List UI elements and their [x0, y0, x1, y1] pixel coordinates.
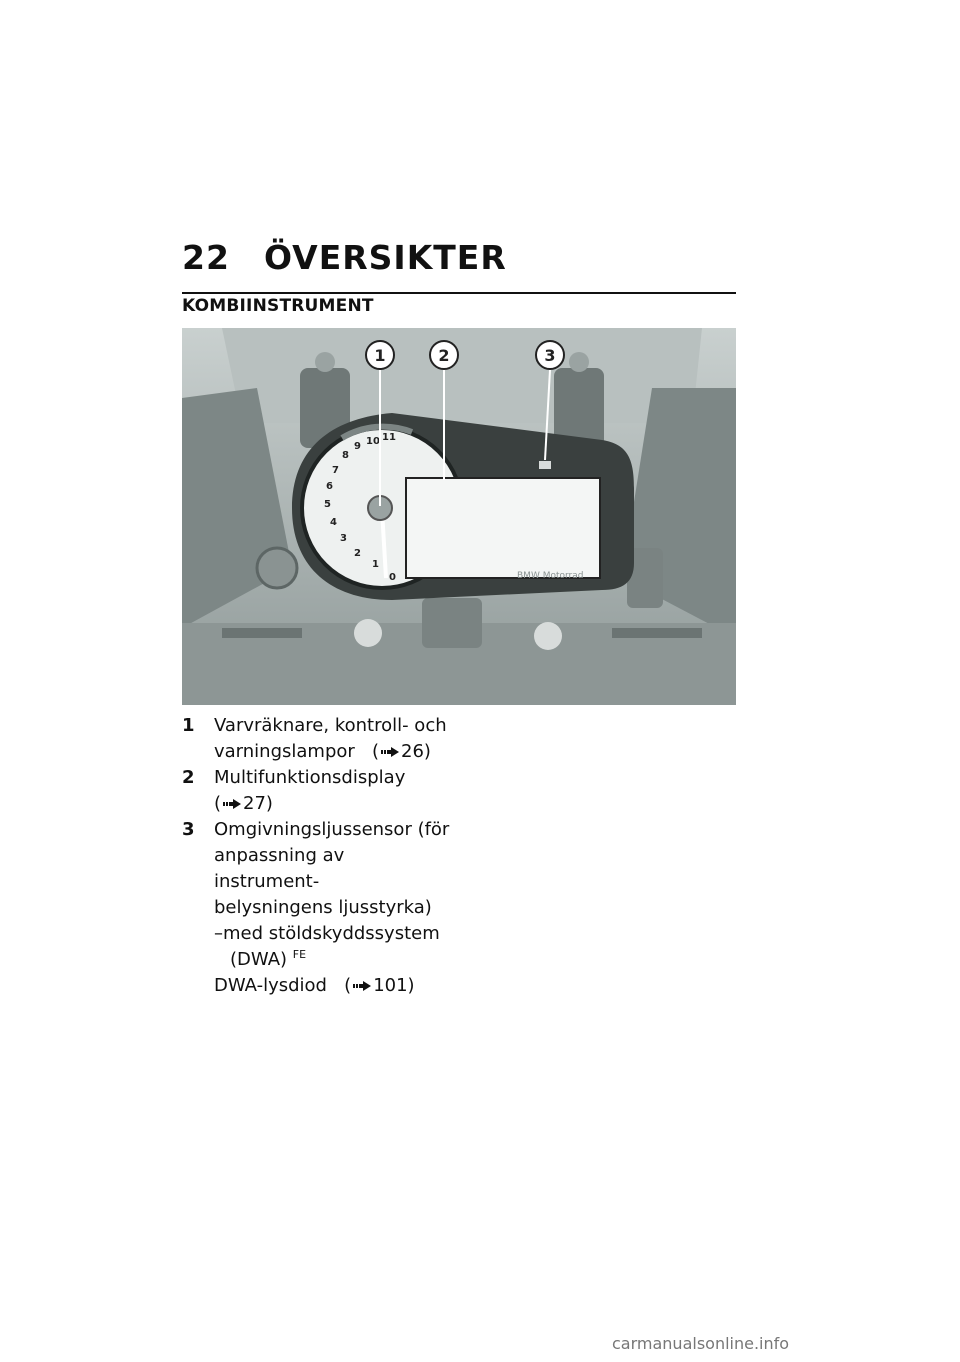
legend-text: anpassning av instrument-: [214, 845, 345, 892]
callout-1: [366, 341, 394, 369]
callout-2: [430, 341, 458, 369]
equipment-marker: FE: [292, 948, 307, 961]
legend-item: [182, 713, 452, 765]
legend-number: 2: [182, 767, 195, 788]
legend-text: Multifunktionsdisplay: [214, 767, 406, 788]
gauge-number: 1: [372, 559, 379, 570]
arrow-right-icon: [381, 747, 399, 757]
brand-text: BMW Motorrad: [517, 571, 584, 581]
legend-list: [182, 713, 452, 999]
gauge-number: 2: [354, 548, 361, 559]
arrow-right-icon: [223, 799, 241, 809]
svg-text:3: 3: [544, 346, 556, 365]
legend-text: DWA-lysdiod: [214, 975, 327, 996]
gauge-number: 9: [354, 441, 361, 452]
page-reference[interactable]: ( 101): [344, 975, 415, 996]
gauge-number: 3: [340, 533, 347, 544]
gauge-number: 10: [366, 436, 380, 447]
ambient-light-sensor: [539, 461, 551, 469]
legend-text: –med stöldskyddssystem: [214, 923, 440, 944]
page-reference[interactable]: ( 26): [371, 741, 431, 762]
gauge-number: 4: [330, 517, 337, 528]
heading-rule: [182, 292, 736, 294]
legend-text: belysningens ljusstyrka): [214, 897, 432, 918]
gauge-number: 0: [389, 572, 396, 583]
legend-text: (DWA): [230, 949, 288, 970]
legend-item: [182, 817, 452, 999]
legend-text: Varvräknare, kontroll- och: [214, 715, 447, 736]
instrument-cluster-figure: [182, 328, 736, 705]
legend-item: [182, 765, 452, 817]
gauge-number: 5: [324, 499, 331, 510]
section-title: KOMBIINSTRUMENT: [182, 296, 374, 316]
page-number: 22: [182, 238, 230, 277]
gauge-number: 6: [326, 481, 333, 492]
gauge-number: 7: [332, 465, 339, 476]
callout-3: [536, 341, 564, 369]
windscreen: [222, 328, 702, 423]
legend-number: 1: [182, 715, 195, 736]
legend-text: varningslampor: [214, 741, 355, 762]
page-reference[interactable]: ( 27): [214, 793, 273, 814]
multifunction-display: [406, 478, 600, 578]
legend-text: Omgivningsljussensor (för: [214, 819, 450, 840]
arrow-right-icon: [353, 981, 371, 991]
page-title: ÖVERSIKTER: [264, 238, 507, 277]
svg-text:2: 2: [438, 346, 450, 365]
gauge-number: 11: [382, 432, 396, 443]
watermark: carmanualsonline.info: [612, 1334, 790, 1353]
page-heading: [182, 238, 507, 277]
power-socket: [257, 548, 297, 588]
gauge-number: 8: [342, 450, 349, 461]
legend-number: 3: [182, 819, 195, 840]
svg-text:1: 1: [374, 346, 386, 365]
